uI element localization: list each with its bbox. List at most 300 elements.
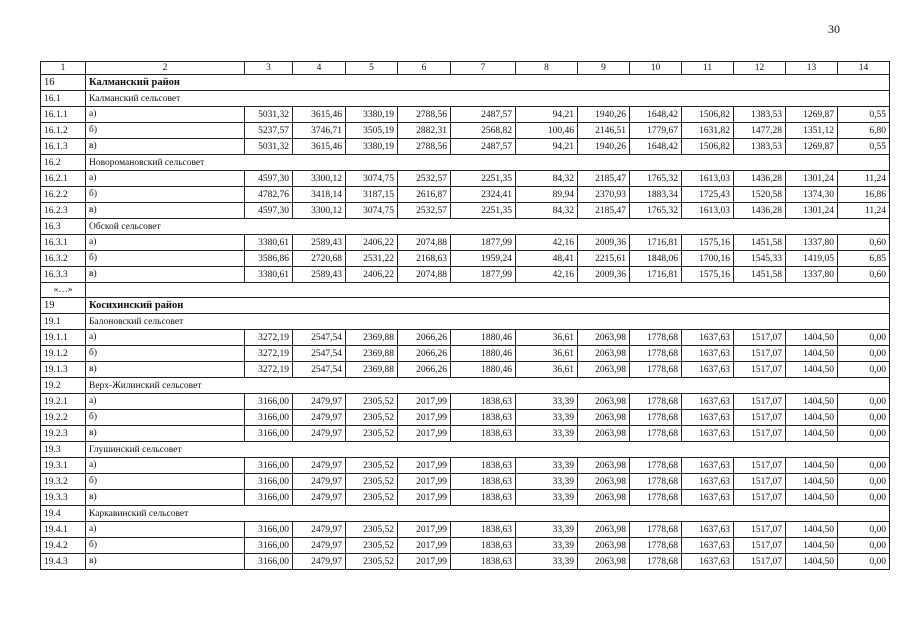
council-code: 16.1 — [41, 91, 86, 107]
table-row — [41, 554, 890, 570]
value-cell: 1778,68 — [630, 346, 682, 362]
value-cell: 2074,88 — [398, 267, 451, 283]
value-cell: 2185,47 — [578, 203, 630, 219]
value-cell: 3380,19 — [346, 139, 398, 155]
value-cell: 2063,98 — [578, 346, 630, 362]
value-cell: 33,39 — [516, 474, 578, 490]
row-variant: б) — [86, 410, 245, 426]
value-cell: 2788,56 — [398, 107, 451, 123]
value-cell: 1404,50 — [786, 554, 838, 570]
row-code: 16.1.2 — [41, 123, 86, 139]
value-cell: 1517,07 — [734, 490, 786, 506]
value-cell: 0,00 — [838, 346, 890, 362]
value-cell: 3166,00 — [245, 490, 293, 506]
district-row — [41, 75, 890, 91]
table-row — [41, 522, 890, 538]
value-cell: 2370,93 — [578, 187, 630, 203]
value-cell: 1374,30 — [786, 187, 838, 203]
value-cell: 5031,32 — [245, 107, 293, 123]
row-variant: а) — [86, 458, 245, 474]
value-cell: 1838,63 — [451, 554, 516, 570]
value-cell: 2146,51 — [578, 123, 630, 139]
row-code: 19.2.3 — [41, 426, 86, 442]
council-code: 19.1 — [41, 314, 86, 330]
value-cell: 33,39 — [516, 522, 578, 538]
value-cell: 94,21 — [516, 107, 578, 123]
value-cell: 1517,07 — [734, 346, 786, 362]
row-code: 19.4.3 — [41, 554, 86, 570]
value-cell: 3746,71 — [293, 123, 346, 139]
value-cell: 2305,52 — [346, 426, 398, 442]
row-code: 16.2.3 — [41, 203, 86, 219]
value-cell: 1436,28 — [734, 171, 786, 187]
table-row — [41, 235, 890, 251]
value-cell: 2063,98 — [578, 330, 630, 346]
table-row — [41, 330, 890, 346]
row-code: 16.3.3 — [41, 267, 86, 283]
value-cell: 1637,63 — [682, 426, 734, 442]
value-cell: 1477,28 — [734, 123, 786, 139]
value-cell: 2063,98 — [578, 394, 630, 410]
value-cell: 0,00 — [838, 522, 890, 538]
value-cell: 2063,98 — [578, 426, 630, 442]
column-number-cell: 5 — [346, 62, 398, 75]
row-code: 16.3.1 — [41, 235, 86, 251]
table-row — [41, 362, 890, 378]
value-cell: 3300,12 — [293, 171, 346, 187]
value-cell: 2568,82 — [451, 123, 516, 139]
tariff-table — [40, 61, 890, 570]
row-variant: б) — [86, 123, 245, 139]
value-cell: 0,00 — [838, 538, 890, 554]
value-cell: 2479,97 — [293, 554, 346, 570]
row-variant: б) — [86, 187, 245, 203]
value-cell: 1301,24 — [786, 171, 838, 187]
value-cell: 3380,61 — [245, 267, 293, 283]
value-cell: 1637,63 — [682, 522, 734, 538]
value-cell: 2305,52 — [346, 554, 398, 570]
value-cell: 1838,63 — [451, 426, 516, 442]
value-cell: 3586,86 — [245, 251, 293, 267]
value-cell: 0,00 — [838, 330, 890, 346]
value-cell: 2017,99 — [398, 522, 451, 538]
value-cell: 1838,63 — [451, 538, 516, 554]
row-variant: в) — [86, 426, 245, 442]
value-cell: 2063,98 — [578, 458, 630, 474]
value-cell: 2063,98 — [578, 554, 630, 570]
value-cell: 1838,63 — [451, 394, 516, 410]
value-cell: 5031,32 — [245, 139, 293, 155]
table-row — [41, 474, 890, 490]
value-cell: 1404,50 — [786, 330, 838, 346]
value-cell: 1404,50 — [786, 458, 838, 474]
value-cell: 2168,63 — [398, 251, 451, 267]
column-number-cell: 14 — [838, 62, 890, 75]
value-cell: 36,61 — [516, 346, 578, 362]
table-row — [41, 426, 890, 442]
council-row — [41, 506, 890, 522]
value-cell: 1880,46 — [451, 362, 516, 378]
row-variant: в) — [86, 362, 245, 378]
value-cell: 3418,14 — [293, 187, 346, 203]
table-row — [41, 251, 890, 267]
value-cell: 1838,63 — [451, 490, 516, 506]
value-cell: 84,32 — [516, 203, 578, 219]
value-cell: 16,86 — [838, 187, 890, 203]
value-cell: 33,39 — [516, 394, 578, 410]
value-cell: 3166,00 — [245, 458, 293, 474]
value-cell: 1637,63 — [682, 490, 734, 506]
column-number-cell: 4 — [293, 62, 346, 75]
value-cell: 1725,43 — [682, 187, 734, 203]
value-cell: 0,00 — [838, 410, 890, 426]
value-cell: 2063,98 — [578, 490, 630, 506]
row-variant: б) — [86, 251, 245, 267]
value-cell: 2017,99 — [398, 394, 451, 410]
value-cell: 1545,33 — [734, 251, 786, 267]
row-variant: в) — [86, 554, 245, 570]
value-cell: 1778,68 — [630, 490, 682, 506]
value-cell: 4597,30 — [245, 203, 293, 219]
value-cell: 1637,63 — [682, 394, 734, 410]
council-code: 19.2 — [41, 378, 86, 394]
value-cell: 1451,58 — [734, 267, 786, 283]
table-body — [41, 62, 890, 570]
council-row — [41, 314, 890, 330]
value-cell: 33,39 — [516, 426, 578, 442]
row-code: 19.1.3 — [41, 362, 86, 378]
value-cell: 2532,57 — [398, 203, 451, 219]
value-cell: 2487,57 — [451, 107, 516, 123]
value-cell: 1838,63 — [451, 410, 516, 426]
value-cell: 3272,19 — [245, 346, 293, 362]
value-cell: 1778,68 — [630, 554, 682, 570]
row-variant: а) — [86, 330, 245, 346]
value-cell: 1637,63 — [682, 330, 734, 346]
page-number: 30 — [828, 22, 840, 36]
value-cell: 2479,97 — [293, 538, 346, 554]
row-variant: а) — [86, 394, 245, 410]
value-cell: 2063,98 — [578, 522, 630, 538]
value-cell: 0,55 — [838, 139, 890, 155]
value-cell: 2017,99 — [398, 554, 451, 570]
value-cell: 1575,16 — [682, 267, 734, 283]
value-cell: 2017,99 — [398, 538, 451, 554]
district-code: 19 — [41, 298, 86, 314]
value-cell: 1838,63 — [451, 522, 516, 538]
value-cell: 1520,58 — [734, 187, 786, 203]
value-cell: 2305,52 — [346, 538, 398, 554]
omission-spacer — [86, 283, 890, 298]
value-cell: 1517,07 — [734, 458, 786, 474]
council-code: 19.4 — [41, 506, 86, 522]
value-cell: 1838,63 — [451, 474, 516, 490]
value-cell: 2017,99 — [398, 426, 451, 442]
value-cell: 1517,07 — [734, 554, 786, 570]
column-number-cell: 11 — [682, 62, 734, 75]
value-cell: 2305,52 — [346, 522, 398, 538]
value-cell: 1517,07 — [734, 522, 786, 538]
district-name: Косихинский район — [86, 298, 890, 314]
value-cell: 1648,42 — [630, 139, 682, 155]
row-code: 19.3.2 — [41, 474, 86, 490]
value-cell: 1877,99 — [451, 267, 516, 283]
value-cell: 2369,88 — [346, 330, 398, 346]
value-cell: 1613,03 — [682, 203, 734, 219]
value-cell: 1779,67 — [630, 123, 682, 139]
value-cell: 1765,32 — [630, 171, 682, 187]
table-row — [41, 458, 890, 474]
value-cell: 2305,52 — [346, 410, 398, 426]
value-cell: 3272,19 — [245, 330, 293, 346]
value-cell: 3272,19 — [245, 362, 293, 378]
council-name: Глушинский сельсовет — [86, 442, 890, 458]
value-cell: 48,41 — [516, 251, 578, 267]
value-cell: 1404,50 — [786, 410, 838, 426]
value-cell: 1517,07 — [734, 426, 786, 442]
row-code: 16.1.1 — [41, 107, 86, 123]
value-cell: 2324,41 — [451, 187, 516, 203]
value-cell: 2479,97 — [293, 410, 346, 426]
column-number-row — [41, 62, 890, 75]
value-cell: 1637,63 — [682, 410, 734, 426]
value-cell: 2788,56 — [398, 139, 451, 155]
value-cell: 36,61 — [516, 330, 578, 346]
value-cell: 2479,97 — [293, 474, 346, 490]
value-cell: 33,39 — [516, 490, 578, 506]
row-code: 19.2.1 — [41, 394, 86, 410]
value-cell: 2547,54 — [293, 346, 346, 362]
row-code: 19.3.3 — [41, 490, 86, 506]
table-row — [41, 139, 890, 155]
value-cell: 2305,52 — [346, 490, 398, 506]
value-cell: 2185,47 — [578, 171, 630, 187]
column-number-cell: 13 — [786, 62, 838, 75]
value-cell: 4782,76 — [245, 187, 293, 203]
council-name: Калманский сельсовет — [86, 91, 890, 107]
value-cell: 1404,50 — [786, 346, 838, 362]
value-cell: 1778,68 — [630, 330, 682, 346]
value-cell: 1517,07 — [734, 538, 786, 554]
value-cell: 0,60 — [838, 235, 890, 251]
value-cell: 89,94 — [516, 187, 578, 203]
value-cell: 2532,57 — [398, 171, 451, 187]
value-cell: 0,00 — [838, 458, 890, 474]
row-code: 19.2.2 — [41, 410, 86, 426]
value-cell: 1940,26 — [578, 139, 630, 155]
value-cell: 1506,82 — [682, 139, 734, 155]
value-cell: 3615,46 — [293, 139, 346, 155]
council-code: 19.3 — [41, 442, 86, 458]
value-cell: 2616,87 — [398, 187, 451, 203]
value-cell: 1637,63 — [682, 458, 734, 474]
value-cell: 3505,19 — [346, 123, 398, 139]
value-cell: 1637,63 — [682, 346, 734, 362]
value-cell: 2547,54 — [293, 362, 346, 378]
council-name: Верх-Жилинский сельсовет — [86, 378, 890, 394]
value-cell: 1301,24 — [786, 203, 838, 219]
value-cell: 2251,35 — [451, 171, 516, 187]
column-number-cell: 1 — [41, 62, 86, 75]
value-cell: 3074,75 — [346, 171, 398, 187]
value-cell: 1404,50 — [786, 394, 838, 410]
table-row — [41, 123, 890, 139]
value-cell: 1778,68 — [630, 538, 682, 554]
row-code: 19.3.1 — [41, 458, 86, 474]
value-cell: 1848,06 — [630, 251, 682, 267]
table-row — [41, 203, 890, 219]
value-cell: 0,60 — [838, 267, 890, 283]
council-code: 16.2 — [41, 155, 86, 171]
row-code: 19.1.1 — [41, 330, 86, 346]
value-cell: 3166,00 — [245, 426, 293, 442]
value-cell: 42,16 — [516, 267, 578, 283]
value-cell: 1637,63 — [682, 474, 734, 490]
value-cell: 2720,68 — [293, 251, 346, 267]
value-cell: 2406,22 — [346, 267, 398, 283]
row-code: 19.1.2 — [41, 346, 86, 362]
value-cell: 1436,28 — [734, 203, 786, 219]
value-cell: 1637,63 — [682, 362, 734, 378]
value-cell: 2487,57 — [451, 139, 516, 155]
value-cell: 0,00 — [838, 394, 890, 410]
value-cell: 3166,00 — [245, 554, 293, 570]
value-cell: 2066,26 — [398, 362, 451, 378]
value-cell: 0,00 — [838, 426, 890, 442]
value-cell: 42,16 — [516, 235, 578, 251]
value-cell: 2009,36 — [578, 235, 630, 251]
value-cell: 2369,88 — [346, 362, 398, 378]
row-code: 19.4.1 — [41, 522, 86, 538]
value-cell: 3615,46 — [293, 107, 346, 123]
value-cell: 33,39 — [516, 410, 578, 426]
value-cell: 2063,98 — [578, 362, 630, 378]
row-variant: б) — [86, 346, 245, 362]
row-code: 16.1.3 — [41, 139, 86, 155]
value-cell: 33,39 — [516, 458, 578, 474]
column-number-cell: 8 — [516, 62, 578, 75]
value-cell: 2066,26 — [398, 330, 451, 346]
column-number-cell: 12 — [734, 62, 786, 75]
council-row — [41, 442, 890, 458]
value-cell: 2063,98 — [578, 474, 630, 490]
value-cell: 1337,80 — [786, 267, 838, 283]
value-cell: 1575,16 — [682, 235, 734, 251]
value-cell: 1404,50 — [786, 474, 838, 490]
value-cell: 100,46 — [516, 123, 578, 139]
value-cell: 5237,57 — [245, 123, 293, 139]
value-cell: 0,00 — [838, 474, 890, 490]
value-cell: 2882,31 — [398, 123, 451, 139]
value-cell: 2369,88 — [346, 346, 398, 362]
value-cell: 11,24 — [838, 171, 890, 187]
value-cell: 1404,50 — [786, 538, 838, 554]
value-cell: 1269,87 — [786, 139, 838, 155]
value-cell: 1517,07 — [734, 394, 786, 410]
value-cell: 3166,00 — [245, 474, 293, 490]
value-cell: 3166,00 — [245, 410, 293, 426]
row-code: 16.2.1 — [41, 171, 86, 187]
value-cell: 3166,00 — [245, 538, 293, 554]
value-cell: 2406,22 — [346, 235, 398, 251]
value-cell: 1351,12 — [786, 123, 838, 139]
row-variant: в) — [86, 490, 245, 506]
table-row — [41, 490, 890, 506]
table-row — [41, 107, 890, 123]
value-cell: 84,32 — [516, 171, 578, 187]
value-cell: 2251,35 — [451, 203, 516, 219]
column-number-cell: 6 — [398, 62, 451, 75]
value-cell: 0,00 — [838, 554, 890, 570]
row-variant: а) — [86, 171, 245, 187]
value-cell: 1716,81 — [630, 235, 682, 251]
value-cell: 1877,99 — [451, 235, 516, 251]
value-cell: 2479,97 — [293, 522, 346, 538]
value-cell: 1419,05 — [786, 251, 838, 267]
value-cell: 2063,98 — [578, 410, 630, 426]
value-cell: 2589,43 — [293, 235, 346, 251]
value-cell: 2479,97 — [293, 490, 346, 506]
value-cell: 1517,07 — [734, 362, 786, 378]
value-cell: 1404,50 — [786, 362, 838, 378]
value-cell: 1637,63 — [682, 554, 734, 570]
council-name: Новороманoвский сельсовет — [86, 155, 890, 171]
value-cell: 3166,00 — [245, 522, 293, 538]
value-cell: 2215,61 — [578, 251, 630, 267]
value-cell: 0,00 — [838, 362, 890, 378]
column-number-cell: 3 — [245, 62, 293, 75]
council-row — [41, 378, 890, 394]
council-name: Балоновский сельсовет — [86, 314, 890, 330]
council-name: Обской сельсовет — [86, 219, 890, 235]
value-cell: 1404,50 — [786, 490, 838, 506]
value-cell: 1716,81 — [630, 267, 682, 283]
value-cell: 1613,03 — [682, 171, 734, 187]
value-cell: 33,39 — [516, 554, 578, 570]
row-code: 16.3.2 — [41, 251, 86, 267]
value-cell: 6,80 — [838, 123, 890, 139]
row-variant: в) — [86, 139, 245, 155]
value-cell: 2066,26 — [398, 346, 451, 362]
value-cell: 2305,52 — [346, 458, 398, 474]
value-cell: 1451,58 — [734, 235, 786, 251]
row-variant: б) — [86, 538, 245, 554]
value-cell: 0,55 — [838, 107, 890, 123]
council-code: 16.3 — [41, 219, 86, 235]
table-row — [41, 187, 890, 203]
council-name: Каркавинский сельсовет — [86, 506, 890, 522]
value-cell: 1880,46 — [451, 330, 516, 346]
row-variant: а) — [86, 522, 245, 538]
value-cell: 2017,99 — [398, 474, 451, 490]
value-cell: 2479,97 — [293, 426, 346, 442]
value-cell: 1765,32 — [630, 203, 682, 219]
column-number-cell: 9 — [578, 62, 630, 75]
value-cell: 1404,50 — [786, 426, 838, 442]
value-cell: 1838,63 — [451, 458, 516, 474]
table-row — [41, 410, 890, 426]
value-cell: 1778,68 — [630, 394, 682, 410]
row-variant: в) — [86, 267, 245, 283]
row-code: 19.4.2 — [41, 538, 86, 554]
table-row — [41, 171, 890, 187]
value-cell: 2531,22 — [346, 251, 398, 267]
column-number-cell: 7 — [451, 62, 516, 75]
row-code: 16.2.2 — [41, 187, 86, 203]
table-row — [41, 538, 890, 554]
value-cell: 36,61 — [516, 362, 578, 378]
column-number-cell: 2 — [86, 62, 245, 75]
